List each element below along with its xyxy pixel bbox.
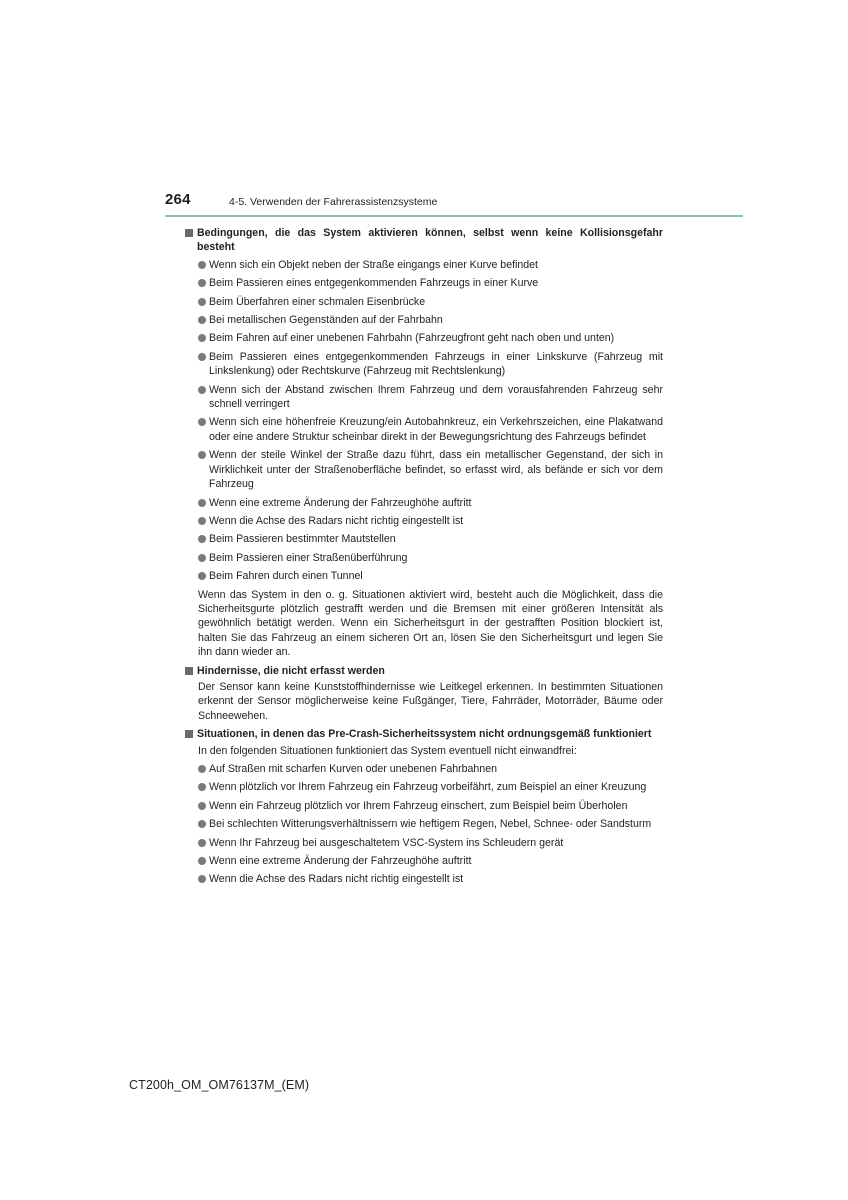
round-bullet-icon: [198, 802, 206, 810]
round-bullet-icon: [198, 839, 206, 847]
square-bullet-icon: [185, 730, 193, 738]
round-bullet-icon: [198, 765, 206, 773]
section-intro: In den folgenden Situationen funktioniert das System eventuell nicht einwandfrei:: [198, 744, 577, 757]
list-item-text: Wenn die Achse des Radars nicht richtig eingestellt ist: [209, 873, 464, 886]
list-item-text: Beim Passieren eines entgegenkommenden Fahrzeugs in einer Linkskurve (Fahrzeug mit Linkslenkung) oder Rechtskurve (Fahrzeug mit Rechtslenkung): [209, 350, 663, 378]
list-item: [198, 415, 663, 444]
section-heading-text: Hindernisse, die nicht erfasst werden: [197, 664, 385, 677]
round-bullet-icon: [198, 334, 206, 342]
list-item: [198, 780, 663, 794]
section-heading: [185, 664, 663, 678]
list-item: [198, 854, 663, 868]
list-item-text: Wenn sich der Abstand zwischen Ihrem Fahrzeug und dem vorausfahrenden Fahrzeug sehr schnell verringert: [209, 383, 663, 411]
section-heading: [185, 727, 663, 741]
list-item: [198, 799, 663, 813]
list-item-text: Wenn sich ein Objekt neben der Straße eingangs einer Kurve befindet: [209, 258, 539, 271]
list-item-text: Wenn die Achse des Radars nicht richtig eingestellt ist: [209, 514, 464, 527]
section-note: Wenn das System in den o. g. Situationen aktiviert wird, besteht auch die Möglichkeit, dass die Sicherheitsgurte plötzlich gestrafft werden und die Bremsen mit einer größeren Intensität als gewöhnlich betätigt werden. Wenn ein Sicherheitsgurt in der gestrafften Position blockiert ist, halten Sie das Fahrzeug an einem sicheren Ort an, lösen Sie den Sicherheitsgurt und legen Sie ihn dann wieder an.: [198, 588, 663, 659]
list-item-text: Wenn der steile Winkel der Straße dazu führt, dass ein metallischer Gegenstand, der sich in Wirklichkeit unter der Straßenoberfläche befindet, so erfasst wird, als befände er sich vor dem Fahrzeug: [209, 449, 663, 491]
section-intro: Der Sensor kann keine Kunststoffhindernisse wie Leitkegel erkennen. In bestimmten Situationen erkennt der Sensor möglicherweise keine Fußgänger, Tiere, Fahrräder, Motorräder, Bäume oder Schneewehen.: [198, 680, 663, 722]
round-bullet-icon: [198, 298, 206, 306]
list-item: [198, 551, 663, 565]
round-bullet-icon: [198, 820, 206, 828]
bullet-list: [185, 762, 663, 887]
round-bullet-icon: [198, 386, 206, 394]
list-item: [198, 448, 663, 491]
list-item-text: Auf Straßen mit scharfen Kurven oder unebenen Fahrbahnen: [209, 763, 497, 775]
list-item: [198, 496, 663, 510]
list-item: [198, 258, 663, 272]
square-bullet-icon: [185, 229, 193, 237]
list-item-text: Beim Fahren durch einen Tunnel: [209, 570, 363, 583]
page-content: [185, 226, 663, 891]
section: [185, 664, 663, 724]
list-item: [198, 276, 663, 290]
round-bullet-icon: [198, 857, 206, 865]
round-bullet-icon: [198, 572, 206, 580]
list-item: [198, 514, 663, 528]
round-bullet-icon: [198, 418, 206, 426]
list-item: [198, 350, 663, 379]
round-bullet-icon: [198, 451, 206, 459]
round-bullet-icon: [198, 554, 206, 562]
square-bullet-icon: [185, 667, 193, 675]
chapter-title: 4-5. Verwenden der Fahrerassistenzsysteme: [229, 196, 438, 208]
round-bullet-icon: [198, 517, 206, 525]
round-bullet-icon: [198, 261, 206, 269]
list-item-text: Wenn eine extreme Änderung der Fahrzeughöhe auftritt: [209, 855, 472, 868]
round-bullet-icon: [198, 353, 206, 361]
list-item: [198, 817, 663, 831]
section-heading-text: Bedingungen, die das System aktivieren können, selbst wenn keine Kollisionsgefahr besteht: [197, 227, 663, 254]
list-item-text: Wenn ein Fahrzeug plötzlich vor Ihrem Fahrzeug einschert, zum Beispiel beim Überholen: [209, 799, 628, 812]
list-item: [198, 836, 663, 850]
list-item-text: Beim Passieren bestimmter Mautstellen: [209, 533, 396, 546]
section: [185, 226, 663, 660]
section-heading-text: Situationen, in denen das Pre-Crash-Sicherheitssystem nicht ordnungsgemäß funktioniert: [197, 728, 652, 741]
round-bullet-icon: [198, 875, 206, 883]
page-header: [165, 191, 743, 217]
page-number: 264: [165, 191, 191, 208]
list-item: [198, 569, 663, 583]
list-item-text: Beim Passieren einer Straßenüberführung: [209, 551, 408, 564]
list-item-text: Beim Fahren auf einer unebenen Fahrbahn (Fahrzeugfront geht nach oben und unten): [209, 332, 615, 345]
section-heading: [185, 226, 663, 255]
list-item: [198, 762, 663, 776]
round-bullet-icon: [198, 316, 206, 324]
round-bullet-icon: [198, 499, 206, 507]
list-item-text: Beim Passieren eines entgegenkommenden Fahrzeugs in einer Kurve: [209, 277, 539, 290]
round-bullet-icon: [198, 279, 206, 287]
list-item-text: Wenn sich eine höhenfreie Kreuzung/ein Autobahnkreuz, ein Verkehrszeichen, eine Plakatwand oder eine andere Struktur scheinbar direkt in der Bewegungsrichtung des Fahrzeugs befindet: [209, 416, 663, 443]
round-bullet-icon: [198, 783, 206, 791]
list-item: [198, 313, 663, 327]
list-item-text: Beim Überfahren einer schmalen Eisenbrücke: [209, 295, 426, 308]
section: [185, 727, 663, 887]
round-bullet-icon: [198, 535, 206, 543]
list-item-text: Bei metallischen Gegenständen auf der Fahrbahn: [209, 314, 443, 327]
list-item-text: Wenn Ihr Fahrzeug bei ausgeschaltetem VSC-System ins Schleudern gerät: [209, 836, 564, 849]
list-item-text: Wenn plötzlich vor Ihrem Fahrzeug ein Fahrzeug vorbeifährt, zum Beispiel an einer Kreuzung: [209, 781, 647, 794]
list-item: [198, 331, 663, 345]
list-item: [198, 383, 663, 412]
bullet-list: [185, 258, 663, 584]
document-code: CT200h_OM_OM76137M_(EM): [129, 1078, 310, 1092]
list-item: [198, 532, 663, 546]
list-item: [198, 872, 663, 886]
header-rule: [165, 215, 743, 217]
list-item: [198, 295, 663, 309]
list-item-text: Bei schlechten Witterungsverhältnissern wie heftigem Regen, Nebel, Schnee- oder Sandsturm: [209, 818, 652, 831]
list-item-text: Wenn eine extreme Änderung der Fahrzeughöhe auftritt: [209, 496, 472, 509]
